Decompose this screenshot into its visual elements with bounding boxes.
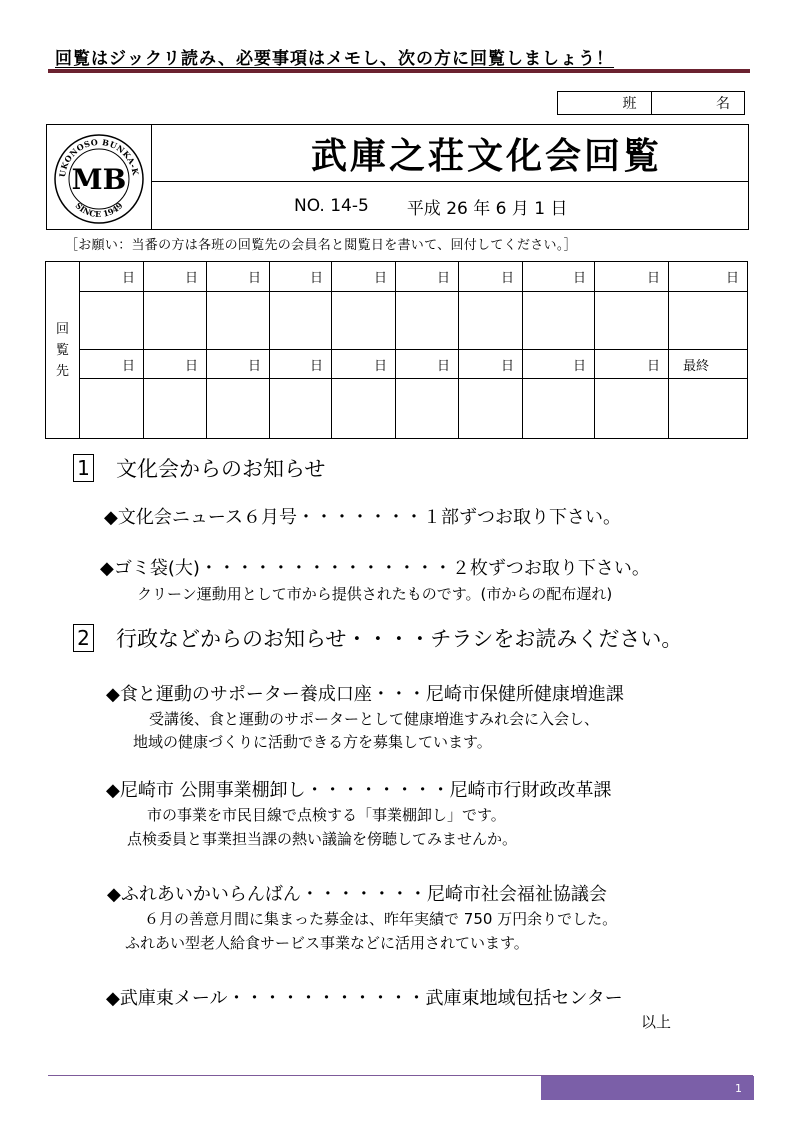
name-cell[interactable] xyxy=(523,379,595,438)
name-cell[interactable] xyxy=(270,379,332,438)
final-cell: 最終 xyxy=(669,350,747,379)
section-1-heading xyxy=(73,453,325,483)
day-cell: 日 xyxy=(523,262,595,292)
name-cell[interactable] xyxy=(270,292,332,350)
circulation-instruction: 回覧はジックリ読み、必要事項はメモし、次の方に回覧しましょう！ xyxy=(55,49,615,69)
name-cell[interactable] xyxy=(595,379,669,438)
name-cell[interactable] xyxy=(396,379,459,438)
logo-cell xyxy=(47,125,152,229)
name-cell[interactable] xyxy=(207,292,270,350)
logo-ring-bottom: SINCE 1949 xyxy=(73,200,125,220)
day-cell: 日 xyxy=(80,350,144,379)
label-char: 覧 xyxy=(55,342,69,358)
name-cell[interactable] xyxy=(144,292,207,350)
notice-detail: ６月の善意月間に集まった募金は、昨年実績で 750 万円余りでした。 xyxy=(144,910,618,928)
notice-detail: クリーン運動用として市から提供されたものです。(市からの配布遅れ) xyxy=(137,585,613,603)
day-cell: 日 xyxy=(459,350,523,379)
label-char: 回 xyxy=(55,321,69,337)
name-cell[interactable] xyxy=(332,379,396,438)
day-cell: 日 xyxy=(595,262,669,292)
day-cell: 日 xyxy=(207,262,270,292)
notice-detail: 市の事業を市民目線で点検する「事業棚卸し」です。 xyxy=(147,806,506,824)
group-name-box xyxy=(557,91,745,115)
day-cell: 日 xyxy=(332,262,396,292)
request-note: ［お願い：当番の方は各班の回覧先の会員名と閲覧日を書いて、回付してください。］ xyxy=(65,238,577,253)
day-cell: 日 xyxy=(669,262,747,292)
section-number: 2 xyxy=(73,624,94,652)
name-label: 名 xyxy=(716,96,730,112)
label-char: 先 xyxy=(55,363,69,379)
closing-word: 以上 xyxy=(641,1013,672,1031)
name-cell[interactable] xyxy=(207,379,270,438)
circulation-grid xyxy=(80,262,747,438)
day-cell: 日 xyxy=(523,350,595,379)
name-cell[interactable] xyxy=(144,379,207,438)
group-label: 班 xyxy=(558,92,652,114)
name-cell[interactable] xyxy=(80,379,144,438)
page-title: 武庫之荘文化会回覧 xyxy=(151,125,748,182)
notice-detail: 点検委員と事業担当課の熱い議論を傍聴してみませんか。 xyxy=(127,830,518,848)
notice-item: ◆文化会ニュース６月号・・・・・・・１部ずつお取り下さい。 xyxy=(104,507,621,528)
section-number: 1 xyxy=(73,454,94,482)
title-box xyxy=(46,124,749,230)
notice-item: ◆食と運動のサポーター養成口座・・・尼崎市保健所健康増進課 xyxy=(106,684,624,705)
name-cell[interactable] xyxy=(459,292,523,350)
notice-detail: ふれあい型老人給食サービス事業などに活用されています。 xyxy=(125,934,529,952)
name-cell[interactable] xyxy=(669,292,747,350)
day-cell: 日 xyxy=(270,262,332,292)
name-cell[interactable] xyxy=(332,292,396,350)
day-cell: 日 xyxy=(80,262,144,292)
circulation-label xyxy=(46,262,80,438)
mb-logo xyxy=(47,125,151,229)
day-cell: 日 xyxy=(332,350,396,379)
notice-detail: 地域の健康づくりに活動できる方を募集しています。 xyxy=(133,733,492,751)
issue-date: 平成 26 年 6 月 1 日 xyxy=(406,198,568,219)
notice-item: ◆ゴミ袋(大)・・・・・・・・・・・・・・２枚ずつお取り下さい。 xyxy=(100,558,650,579)
notice-item: ◆武庫東メール・・・・・・・・・・・武庫東地域包括センター xyxy=(106,988,623,1009)
header-divider xyxy=(48,69,750,73)
day-cell: 日 xyxy=(595,350,669,379)
day-cell: 日 xyxy=(270,350,332,379)
logo-letters: MB xyxy=(71,163,127,196)
issue-number: NO. 14-5 xyxy=(294,196,369,216)
circulation-table xyxy=(45,261,748,439)
section-title: 行政などからのお知らせ・・・・チラシをお読みください。 xyxy=(116,627,683,651)
day-cell: 日 xyxy=(144,350,207,379)
day-cell: 日 xyxy=(207,350,270,379)
day-cell: 日 xyxy=(396,262,459,292)
logo-ring-top: UKONOSO BUNKA-K xyxy=(56,136,141,178)
day-cell: 日 xyxy=(144,262,207,292)
section-title: 文化会からのお知らせ xyxy=(116,457,326,481)
day-cell: 日 xyxy=(459,262,523,292)
notice-detail: 受講後、食と運動のサポーターとして健康増進すみれ会に入会し、 xyxy=(149,710,600,728)
section-2-heading xyxy=(73,623,682,653)
notice-item: ◆ふれあいかいらんばん・・・・・・・尼崎市社会福祉協議会 xyxy=(107,884,607,905)
name-cell[interactable] xyxy=(523,292,595,350)
name-cell[interactable] xyxy=(80,292,144,350)
day-cell: 日 xyxy=(396,350,459,379)
notice-item: ◆尼崎市 公開事業棚卸し・・・・・・・・尼崎市行財政改革課 xyxy=(106,780,612,801)
name-cell[interactable] xyxy=(396,292,459,350)
page-number: 1 xyxy=(541,1076,754,1100)
issue-line xyxy=(151,183,748,229)
name-cell[interactable] xyxy=(595,292,669,350)
name-cell[interactable] xyxy=(459,379,523,438)
name-cell[interactable] xyxy=(669,379,747,438)
